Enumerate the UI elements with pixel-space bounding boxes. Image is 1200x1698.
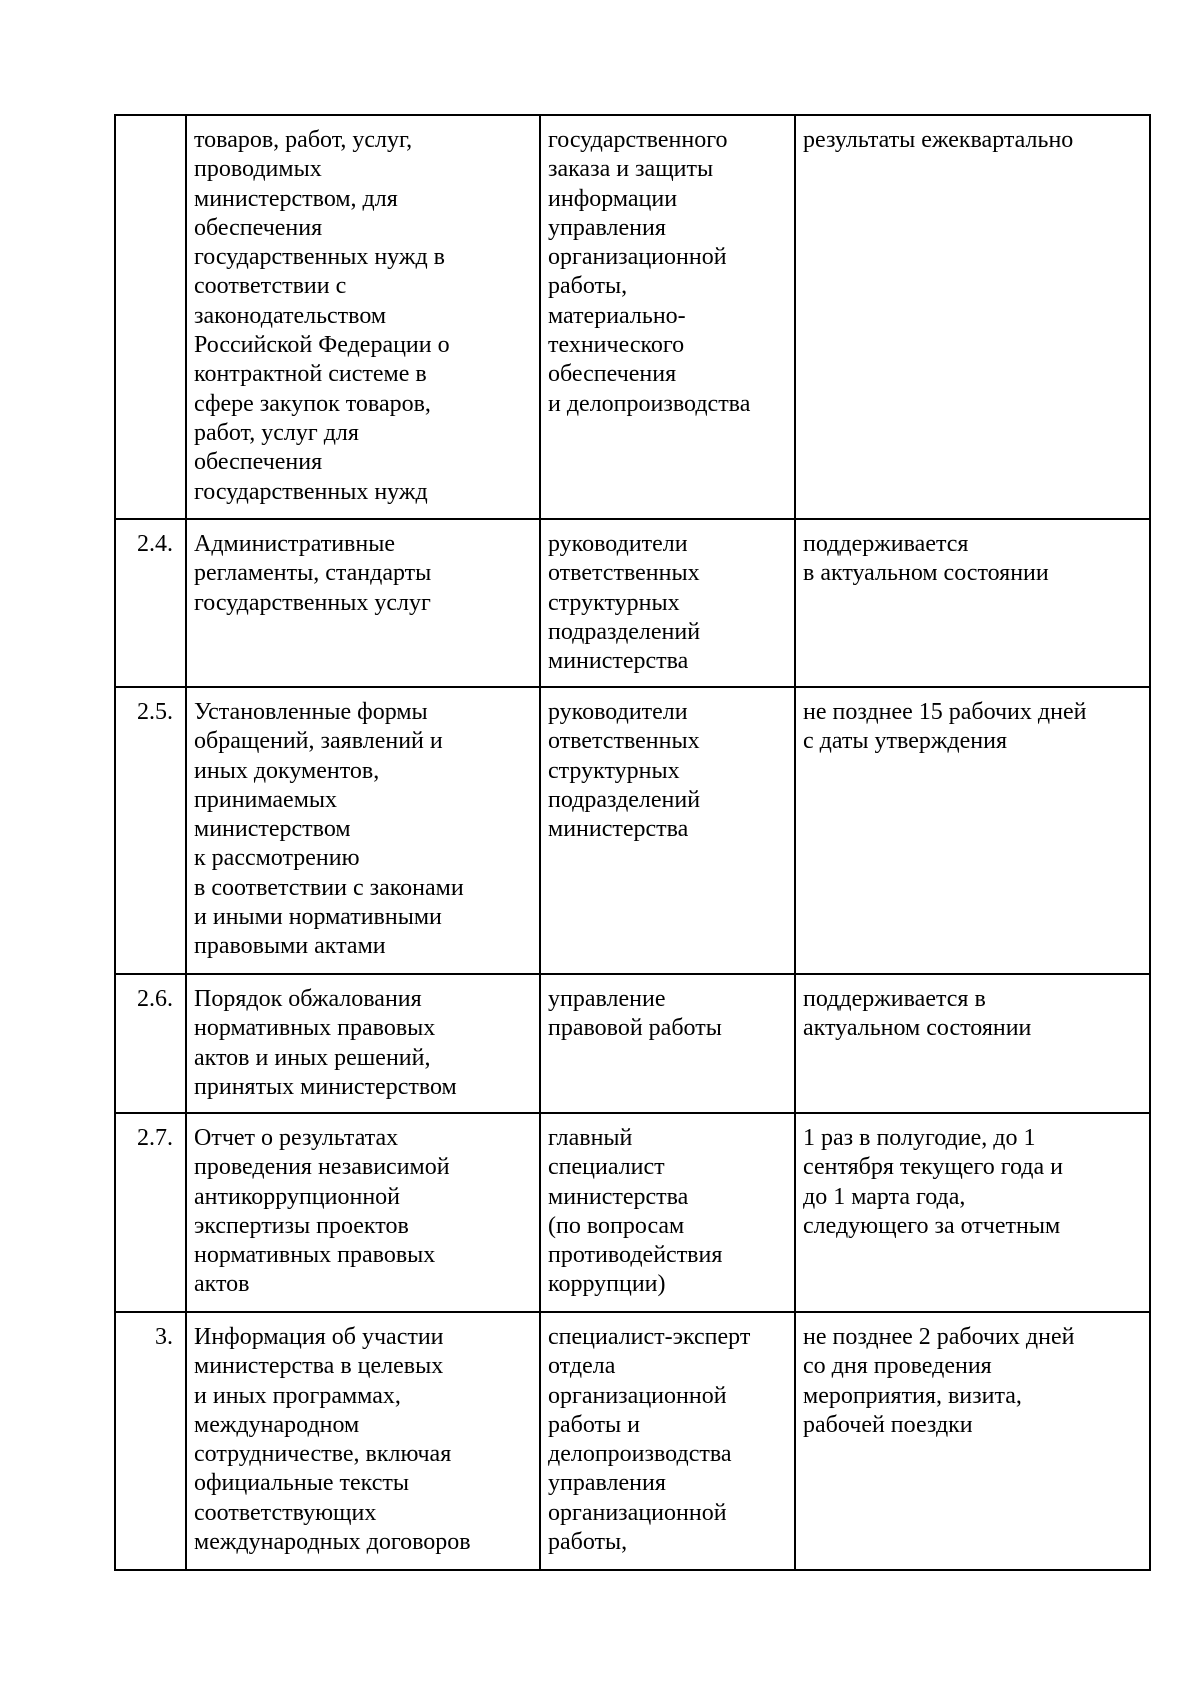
row-number: 2.6.: [115, 974, 186, 1113]
info-cell: товаров, работ, услуг, проводимых министерством, для обеспечения государственных нужд в соответствии с законодательством Российской Федерации о контрактной системе в сфере закупок товаров, работ, услуг для обеспечения государственных нужд: [186, 115, 540, 519]
responsible-cell: специалист-эксперт отдела организационной работы и делопроизводства управления организационной работы,: [540, 1312, 795, 1570]
responsible-cell: руководители ответственных структурных подразделений министерства: [540, 687, 795, 974]
info-cell: Административные регламенты, стандарты государственных услуг: [186, 519, 540, 687]
row-number: 3.: [115, 1312, 186, 1570]
info-cell: Информация об участии министерства в целевых и иных программах, международном сотрудничестве, включая официальные тексты соответствующих международных договоров: [186, 1312, 540, 1570]
table-row: [115, 519, 1150, 687]
info-cell: Порядок обжалования нормативных правовых актов и иных решений, принятых министерством: [186, 974, 540, 1113]
period-cell: не позднее 15 рабочих дней с даты утверждения: [795, 687, 1150, 974]
info-cell: Отчет о результатах проведения независимой антикоррупционной экспертизы проектов нормативных правовых актов: [186, 1113, 540, 1312]
row-number: 2.5.: [115, 687, 186, 974]
period-cell: не позднее 2 рабочих дней со дня проведения мероприятия, визита, рабочей поездки: [795, 1312, 1150, 1570]
responsible-cell: управление правовой работы: [540, 974, 795, 1113]
row-number: 2.7.: [115, 1113, 186, 1312]
document-table: [114, 114, 1151, 1571]
table-row: [115, 687, 1150, 974]
period-cell: поддерживается в актуальном состоянии: [795, 974, 1150, 1113]
info-cell: Установленные формы обращений, заявлений и иных документов, принимаемых министерством к рассмотрению в соответствии с законами и иными нормативными правовыми актами: [186, 687, 540, 974]
row-number: 2.4.: [115, 519, 186, 687]
responsible-cell: главный специалист министерства (по вопросам противодействия коррупции): [540, 1113, 795, 1312]
period-cell: 1 раз в полугодие, до 1 сентября текущего года и до 1 марта года, следующего за отчетным: [795, 1113, 1150, 1312]
period-cell: результаты ежеквартально: [795, 115, 1150, 519]
responsible-cell: государственного заказа и защиты информации управления организационной работы, материально- технического обеспечения и делопроизводства: [540, 115, 795, 519]
table-row: [115, 115, 1150, 519]
row-number: [115, 115, 186, 519]
table-row: [115, 974, 1150, 1113]
table-row: [115, 1113, 1150, 1312]
table-row: [115, 1312, 1150, 1570]
period-cell: поддерживается в актуальном состоянии: [795, 519, 1150, 687]
responsible-cell: руководители ответственных структурных подразделений министерства: [540, 519, 795, 687]
